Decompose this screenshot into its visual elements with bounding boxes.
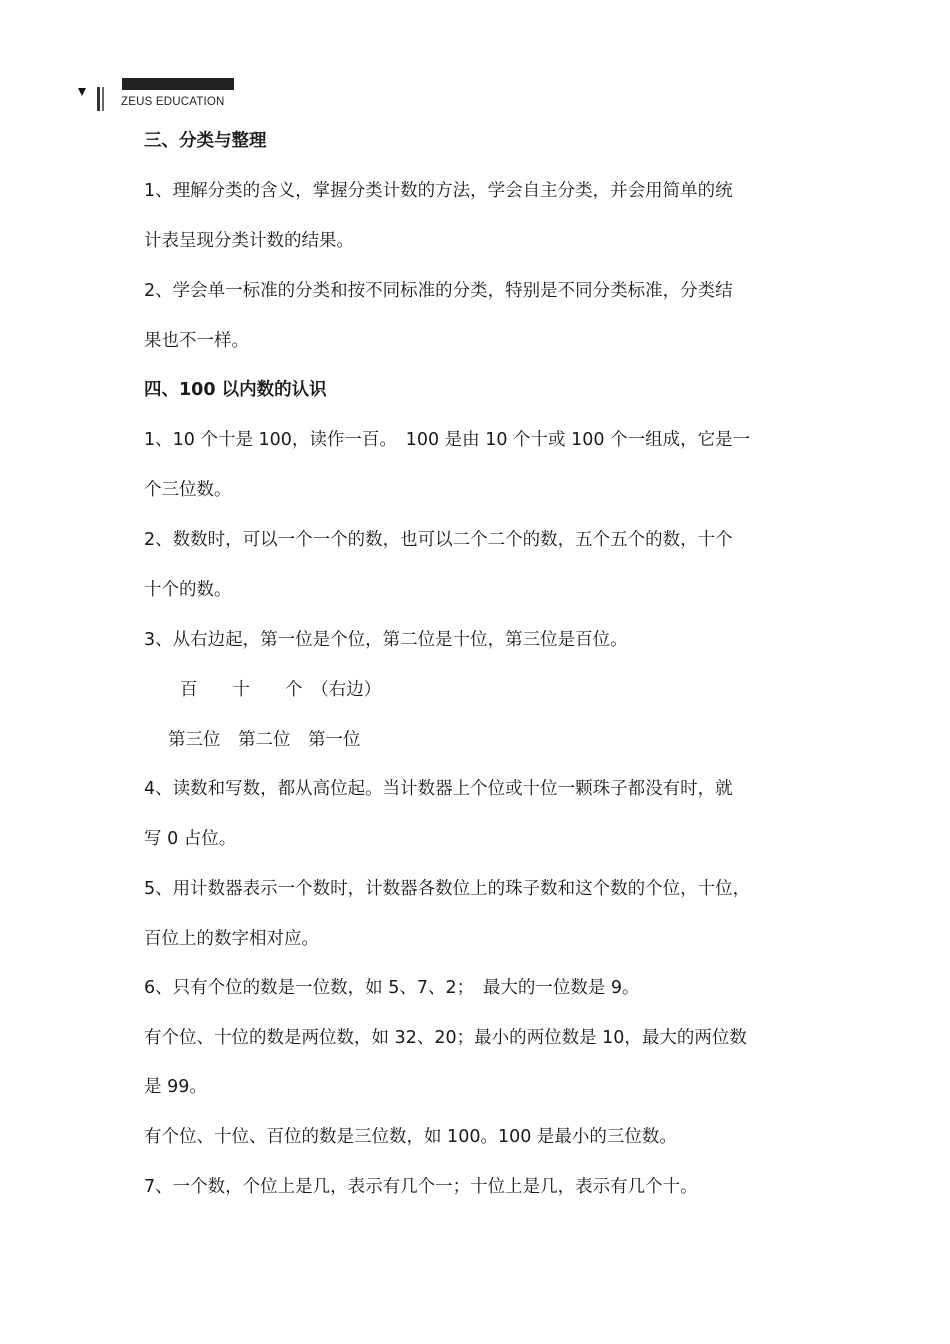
paragraph-line: 有个位、十位的数是两位数，如 32、20；最小的两位数是 10，最大的两位数 [144,1028,747,1048]
paragraph-line: 有个位、十位、百位的数是三位数，如 100。100 是最小的三位数。 [144,1127,677,1147]
paragraph-line: 是 99。 [144,1077,207,1097]
paragraph-line: 计表呈现分类计数的结果。 [144,231,354,251]
section-heading-classification: 三、分类与整理 [144,131,267,151]
paragraph-line: 百位上的数字相对应。 [144,929,319,949]
paragraph-line: 十个的数。 [144,580,232,600]
paragraph-line: 3、从右边起，第一位是个位，第二位是十位，第三位是百位。 [144,630,628,650]
paragraph-line: 2、学会单一标准的分类和按不同标准的分类，特别是不同分类标准，分类结 [144,281,733,301]
paragraph-line: 2、数数时，可以一个一个的数，也可以二个二个的数，五个五个的数，十个 [144,530,733,550]
paragraph-line: 5、用计数器表示一个数时，计数器各数位上的珠子数和这个数的个位，十位， [144,879,751,899]
section-heading-numbers-within-100: 四、100 以内数的认识 [144,380,327,400]
place-value-positions: 第三位 第二位 第一位 [168,730,361,750]
paragraph-line: 个三位数。 [144,480,232,500]
zeus-education-logo [78,78,248,112]
place-value-names: 百 十 个 （右边） [180,680,382,700]
paragraph-line: 写 0 占位。 [144,829,237,849]
paragraph-line: 1、理解分类的含义，掌握分类计数的方法，学会自主分类，并会用简单的统 [144,181,733,201]
paragraph-line: 果也不一样。 [144,331,249,351]
logo-text: ZEUS EDUCATION [121,96,225,108]
paragraph-line: 1、10 个十是 100，读作一百。 100 是由 10 个十或 100 个一组成，它是一 [144,430,751,450]
paragraph-line: 4、读数和写数，都从高位起。当计数器上个位或十位一颗珠子都没有时，就 [144,779,733,799]
paragraph-line: 7、一个数，个位上是几，表示有几个一；十位上是几，表示有几个十。 [144,1177,698,1197]
paragraph-line: 6、只有个位的数是一位数，如 5、7、2； 最大的一位数是 9。 [144,978,640,998]
